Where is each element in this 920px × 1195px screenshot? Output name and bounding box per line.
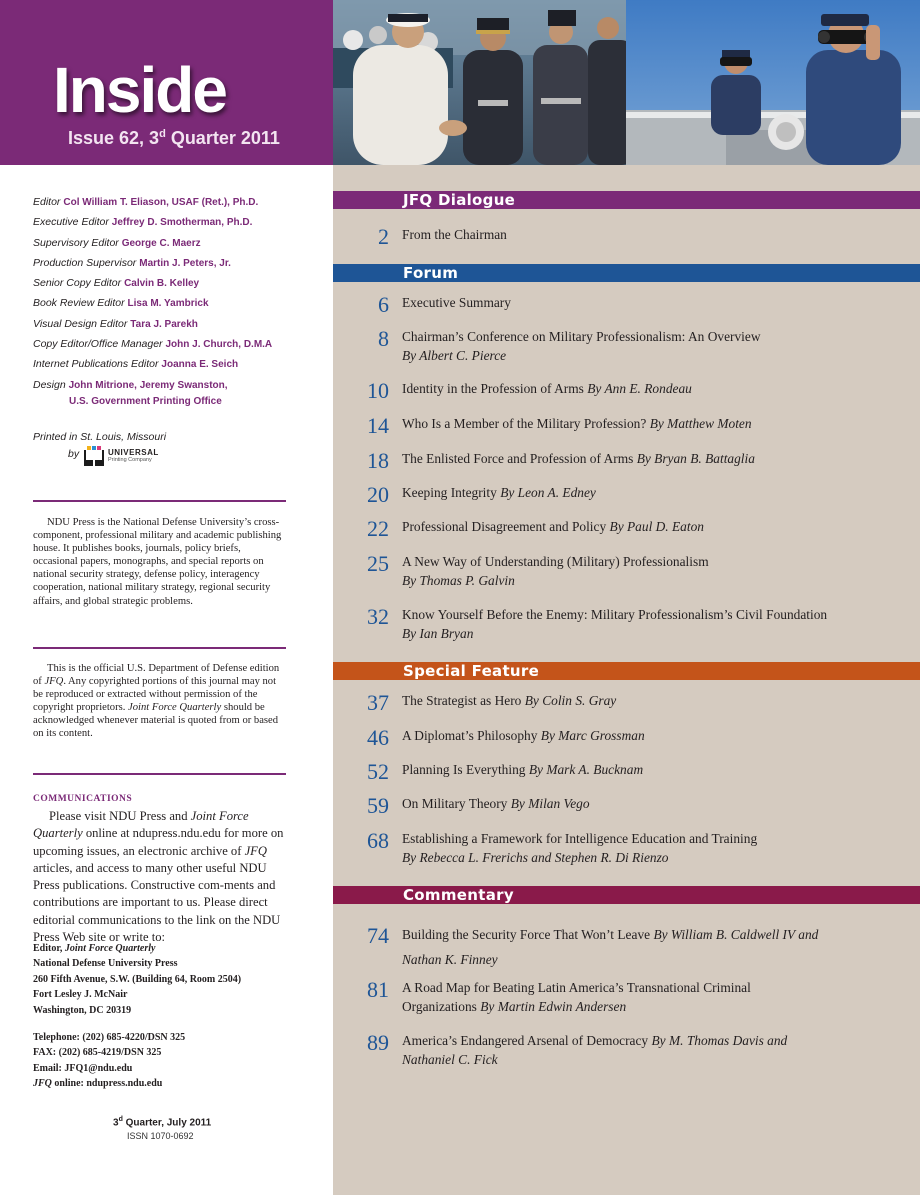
issue-line: Issue 62, 3$^d$ Quarter 2011 [68, 128, 280, 148]
binoculars-photo [626, 0, 920, 165]
divider [33, 773, 286, 775]
telephone: Telephone: (202) 685-4220/DSN 325 [33, 1032, 186, 1043]
mailing-address: Editor, Joint Force Quarterly National Defense University Press 260 Fifth Avenue, S.W. (Building 64, Room 2504) Fort Lesley J. McNair Washington, DC 20319 [33, 943, 242, 1016]
staff-row: Senior Copy Editor Calvin B. Kelley [33, 277, 200, 290]
staff-row: Visual Design Editor Tara J. Parekh [33, 317, 198, 330]
table-of-contents: JFQ Dialogue 2 From the Chairman Forum 6 Executive Summary 8 Chairman’s Conference on Military Professionalism: An Overview By Albert C. Pierce 10 Identity in the Profession of Arms By Ann E. Rondeau 14 Who Is a Member of the Military Profession? By Matthew Moten 18 The Enlisted Force and Profession of Arms By Bryan B. Battaglia 20 Keeping Integrity By Leon A. Edney 22 Professional Disagreement and Policy By Paul D. Eaton 25 A New Way of Understanding (Military) Professionalism By Thomas P. Galvin 32 Know Yourself Before the Enemy: Military Professionalism’s Civil Foundation By Ian Bryan Special Feature 37 The Strategist as Hero By Colin S. Gray 46 A Diplomat’s Philosophy By Marc Grossman 52 Planning Is Everything By Mark A. Bucknam 59 On Military Theory By Milan Vego 68 Establishing a Framework for Intelligence Education and Training By Rebecca L. Frerichs and Stephen R. Di Rienzo Commentary 74 Building the Security Force That Won’t Leave By William B. Caldwell IV and Nathan K. Finney 81 A Road Map for Beating Latin America’s Transnational Criminal Organizations By Martin Edwin Andersen 89 America’s Endangered Arsenal of Democracy By M. Thomas Davis and Nathaniel C. Fick [333, 165, 920, 1195]
section-commentary: Commentary [333, 886, 920, 904]
about-ndu-paragraph: NDU Press is the National Defense University’s cross-component, professional military and academic publishing house. It publishes books, journals, policy briefs, occasional papers, monographs, and special reports on national security strategy, defense policy, interagency cooperation, national military strategy, regional security affairs, and global strategic problems. [33, 517, 282, 607]
printed-location: Printed in St. Louis, Missouri [33, 431, 167, 443]
staff-row: Editor Col William T. Eliason, USAF (Ret.), Ph.D. [33, 196, 259, 208]
printer-name: UNIVERSAL [108, 448, 159, 457]
online-url: JFQ online: ndupress.ndu.edu [33, 1078, 163, 1090]
communications-paragraph: Please visit NDU Press and Joint Force Quarterly online at ndupress.ndu.edu for more on upcoming issues, an electronic archive of JFQ articles, and access to many other useful NDU Press publications. Constructive com-ments and contributions are important to us. Please direct editorial communications to the link on the NDU Press Web site or write to: [33, 809, 284, 945]
staff-row: Design John Mitrione, Jeremy Swanston, [33, 378, 228, 391]
email: Email: JFQ1@ndu.edu [33, 1062, 133, 1074]
staff-row: Internet Publications Editor Joanna E. Seich [33, 358, 239, 371]
divider [33, 500, 286, 502]
printer-logo-icon [84, 446, 104, 468]
staff-continuation: U.S. Government Printing Office [69, 395, 222, 407]
issue-date: 3$^d$ Quarter, July 2011 [113, 1116, 212, 1129]
divider [33, 647, 286, 649]
masthead [0, 0, 333, 165]
section-jfq-dialogue: JFQ Dialogue [333, 191, 920, 209]
ceremony-photo [333, 0, 626, 165]
staff-row: Executive Editor Jeffrey D. Smotherman, Ph.D. [33, 216, 253, 229]
section-special-feature: Special Feature [333, 662, 920, 680]
issn: ISSN 1070-0692 [127, 1131, 194, 1141]
staff-row: Production Supervisor Martin J. Peters, Jr. [33, 256, 231, 269]
printer-subtitle: Printing Company [108, 457, 152, 463]
staff-row: Book Review Editor Lisa M. Yambrick [33, 297, 209, 310]
communications-label: COMMUNICATIONS [33, 794, 133, 804]
page-title: Inside [53, 54, 226, 126]
masthead-credits-column [0, 165, 333, 1195]
fax: FAX: (202) 685-4219/DSN 325 [33, 1047, 162, 1059]
staff-list [33, 192, 323, 409]
staff-row: Copy Editor/Office Manager John J. Church, D.M.A [33, 338, 273, 351]
section-forum: Forum [333, 264, 920, 282]
staff-row: Supervisory Editor George C. Maerz [33, 236, 201, 249]
official-edition-paragraph: This is the official U.S. Department of Defense edition of JFQ. Any copyrighted portions of this journal may not be reproduced or extracted without permission of the copyright proprietors. Joint Force Quarterly should be acknowledged whenever material is quoted from or based on its content. [33, 663, 280, 740]
printed-by-label: by [68, 448, 80, 460]
contact-info [33, 1030, 185, 1092]
